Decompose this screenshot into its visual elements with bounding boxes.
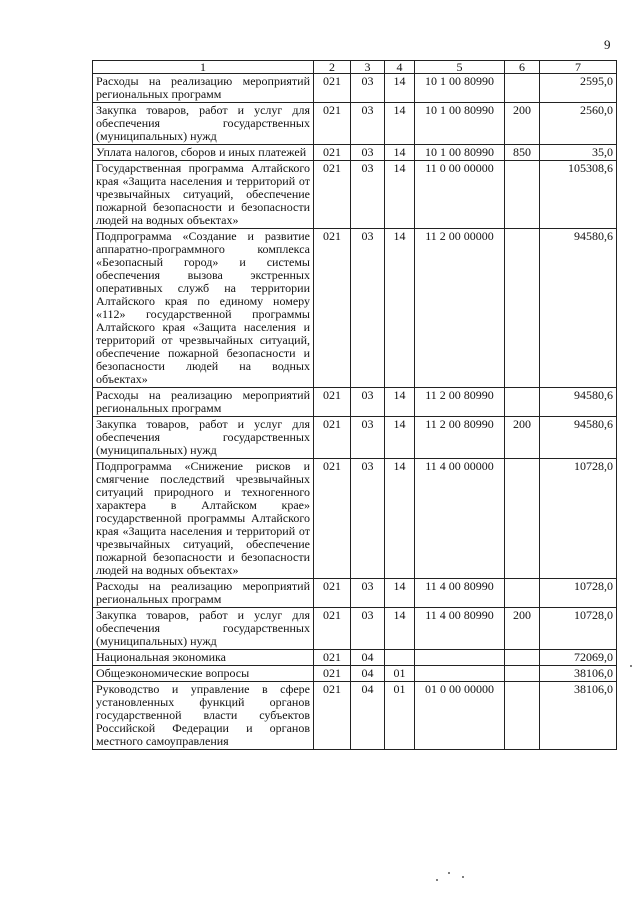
- ministry-code: 021: [314, 161, 351, 229]
- row-name: Подпрограмма «Снижение рисков и смягчение последствий чрезвычайных ситуаций природного и техногенного характера в Алтайском крае» государственной программы Алтайского края «Защита населения и территорий от чрезвычайных ситуаций, обеспечение пожарной безопасности и безопасности людей на водных объектах»: [93, 459, 314, 579]
- ministry-code: 021: [314, 608, 351, 650]
- table-row: [93, 417, 617, 459]
- amount: 94580,6: [540, 229, 617, 388]
- table-row: [93, 682, 617, 750]
- row-name: Государственная программа Алтайского края «Защита населения и территорий от чрезвычайных ситуаций, обеспечение пожарной безопасности и безопасности людей на водных объектах»: [93, 161, 314, 229]
- section-code: 03: [351, 161, 385, 229]
- table-row: [93, 666, 617, 682]
- ministry-code: 021: [314, 417, 351, 459]
- budget-table: [92, 60, 617, 750]
- amount: 10728,0: [540, 608, 617, 650]
- expense-type-code: [505, 650, 540, 666]
- section-code: 03: [351, 459, 385, 579]
- amount: 105308,6: [540, 161, 617, 229]
- table-row: [93, 161, 617, 229]
- row-name: Расходы на реализацию мероприятий региональных программ: [93, 579, 314, 608]
- row-name: Закупка товаров, работ и услуг для обеспечения государственных (муниципальных) нужд: [93, 417, 314, 459]
- table-row: [93, 103, 617, 145]
- table-row: [93, 650, 617, 666]
- row-name: Подпрограмма «Создание и развитие аппаратно-программного комплекса «Безопасный город» и системы обеспечения вызова экстренных оперативных служб на территории Алтайского края по единому номеру «112» государственной программы Алтайского края «Защита населения и территорий от чрезвычайных ситуаций, обеспечение пожарной безопасности и безопасности людей на водных объектах»: [93, 229, 314, 388]
- table-row: [93, 145, 617, 161]
- ministry-code: 021: [314, 579, 351, 608]
- table-row: [93, 579, 617, 608]
- expense-type-code: [505, 682, 540, 750]
- section-code: 04: [351, 650, 385, 666]
- amount: 2560,0: [540, 103, 617, 145]
- table-row: [93, 388, 617, 417]
- target-article-code: 11 4 00 00000: [415, 459, 505, 579]
- section-code: 03: [351, 579, 385, 608]
- ministry-code: 021: [314, 74, 351, 103]
- subsection-code: 14: [385, 103, 415, 145]
- expense-type-code: [505, 229, 540, 388]
- subsection-code: 14: [385, 145, 415, 161]
- target-article-code: 10 1 00 80990: [415, 74, 505, 103]
- subsection-code: 01: [385, 666, 415, 682]
- subsection-code: [385, 650, 415, 666]
- ministry-code: 021: [314, 388, 351, 417]
- target-article-code: 01 0 00 00000: [415, 682, 505, 750]
- expense-type-code: [505, 579, 540, 608]
- amount: 72069,0: [540, 650, 617, 666]
- target-article-code: 11 4 00 80990: [415, 608, 505, 650]
- target-article-code: 10 1 00 80990: [415, 103, 505, 145]
- section-code: 03: [351, 388, 385, 417]
- amount: 35,0: [540, 145, 617, 161]
- amount: 2595,0: [540, 74, 617, 103]
- target-article-code: 10 1 00 80990: [415, 145, 505, 161]
- scan-speck: [630, 665, 632, 667]
- row-name: Закупка товаров, работ и услуг для обеспечения государственных (муниципальных) нужд: [93, 103, 314, 145]
- target-article-code: 11 2 00 80990: [415, 388, 505, 417]
- expense-type-code: [505, 459, 540, 579]
- ministry-code: 021: [314, 682, 351, 750]
- ministry-code: 021: [314, 103, 351, 145]
- subsection-code: 01: [385, 682, 415, 750]
- section-code: 03: [351, 74, 385, 103]
- subsection-code: 14: [385, 74, 415, 103]
- row-name: Расходы на реализацию мероприятий региональных программ: [93, 74, 314, 103]
- header-cell: 1: [93, 61, 314, 74]
- amount: 38106,0: [540, 682, 617, 750]
- ministry-code: 021: [314, 650, 351, 666]
- subsection-code: 14: [385, 229, 415, 388]
- table-row: [93, 608, 617, 650]
- section-code: 03: [351, 229, 385, 388]
- expense-type-code: [505, 388, 540, 417]
- row-name: Уплата налогов, сборов и иных платежей: [93, 145, 314, 161]
- table-body: [93, 74, 617, 750]
- amount: 10728,0: [540, 579, 617, 608]
- section-code: 03: [351, 608, 385, 650]
- header-cell: 5: [415, 61, 505, 74]
- header-row: [93, 61, 617, 74]
- subsection-code: 14: [385, 579, 415, 608]
- row-name: Расходы на реализацию мероприятий региональных программ: [93, 388, 314, 417]
- row-name: Национальная экономика: [93, 650, 314, 666]
- amount: 94580,6: [540, 388, 617, 417]
- target-article-code: [415, 666, 505, 682]
- ministry-code: 021: [314, 666, 351, 682]
- amount: 94580,6: [540, 417, 617, 459]
- header-cell: 7: [540, 61, 617, 74]
- section-code: 03: [351, 145, 385, 161]
- header-cell: 3: [351, 61, 385, 74]
- ministry-code: 021: [314, 459, 351, 579]
- expense-type-code: 200: [505, 417, 540, 459]
- scan-speck: [436, 879, 438, 881]
- expense-type-code: 200: [505, 608, 540, 650]
- ministry-code: 021: [314, 229, 351, 388]
- row-name: Руководство и управление в сфере установленных функций органов государственной власти субъектов Российской Федерации и органов местного самоуправления: [93, 682, 314, 750]
- subsection-code: 14: [385, 388, 415, 417]
- table-row: [93, 229, 617, 388]
- table-row: [93, 459, 617, 579]
- amount: 10728,0: [540, 459, 617, 579]
- scan-speck: [462, 876, 464, 878]
- subsection-code: 14: [385, 608, 415, 650]
- row-name: Общеэкономические вопросы: [93, 666, 314, 682]
- expense-type-code: 850: [505, 145, 540, 161]
- target-article-code: 11 2 00 80990: [415, 417, 505, 459]
- table-row: [93, 74, 617, 103]
- header-cell: 2: [314, 61, 351, 74]
- section-code: 04: [351, 682, 385, 750]
- target-article-code: 11 0 00 00000: [415, 161, 505, 229]
- subsection-code: 14: [385, 417, 415, 459]
- section-code: 04: [351, 666, 385, 682]
- header-cell: 6: [505, 61, 540, 74]
- header-cell: 4: [385, 61, 415, 74]
- expense-type-code: [505, 161, 540, 229]
- scan-speck: [448, 872, 450, 874]
- expense-type-code: [505, 666, 540, 682]
- subsection-code: 14: [385, 161, 415, 229]
- row-name: Закупка товаров, работ и услуг для обеспечения государственных (муниципальных) нужд: [93, 608, 314, 650]
- target-article-code: 11 2 00 00000: [415, 229, 505, 388]
- target-article-code: [415, 650, 505, 666]
- expense-type-code: 200: [505, 103, 540, 145]
- subsection-code: 14: [385, 459, 415, 579]
- expense-type-code: [505, 74, 540, 103]
- section-code: 03: [351, 103, 385, 145]
- section-code: 03: [351, 417, 385, 459]
- ministry-code: 021: [314, 145, 351, 161]
- amount: 38106,0: [540, 666, 617, 682]
- target-article-code: 11 4 00 80990: [415, 579, 505, 608]
- page-number: 9: [604, 37, 611, 52]
